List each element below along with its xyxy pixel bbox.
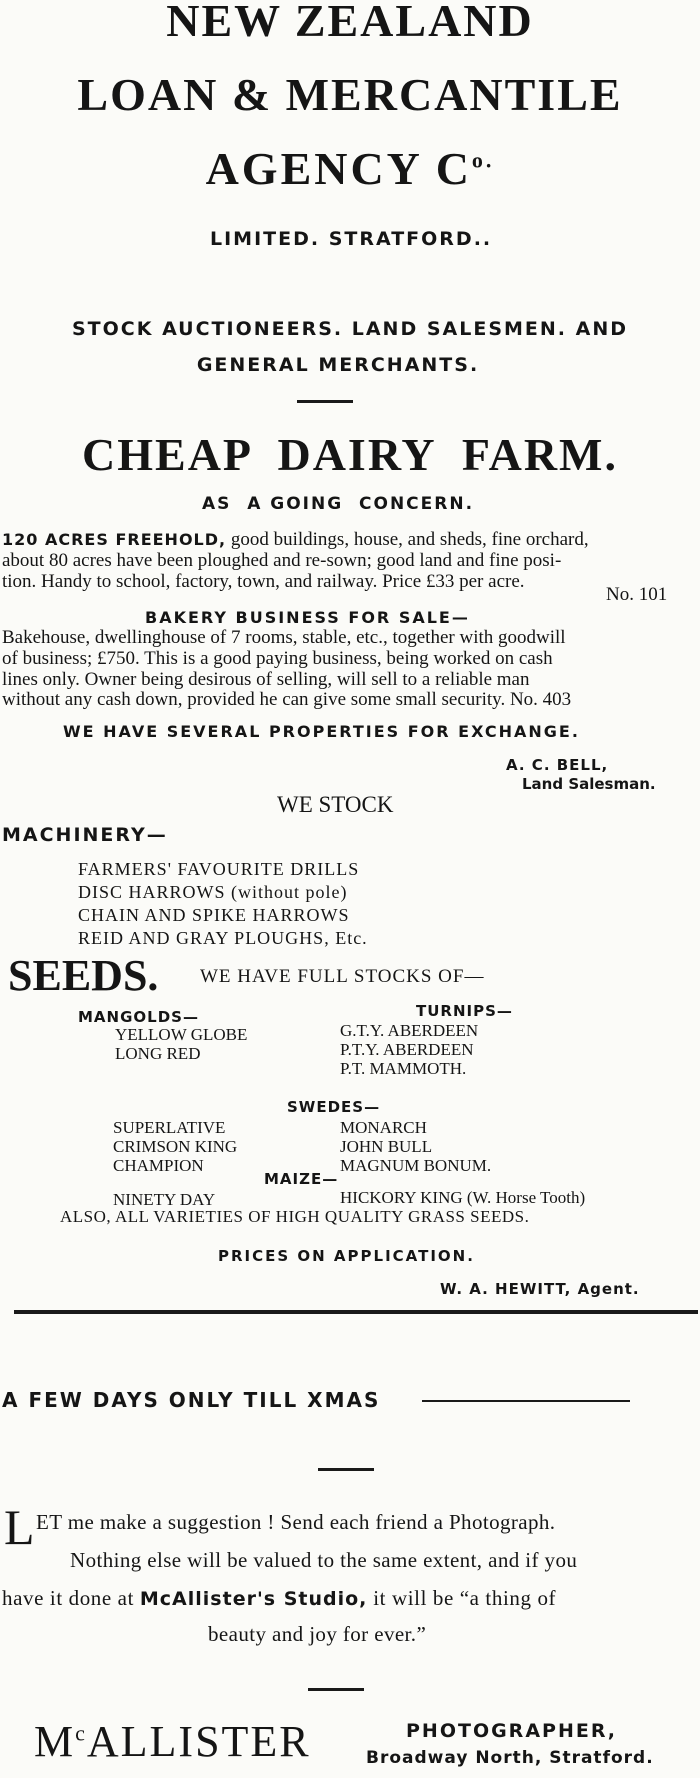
divider-short	[308, 1688, 364, 1691]
maize-label: MAIZE—	[264, 1170, 339, 1188]
xmas-para-line4: beauty and joy for ever.”	[208, 1622, 427, 1646]
swedes-left-list	[113, 1118, 237, 1175]
bakery-heading: BAKERY BUSINESS FOR SALE—	[145, 608, 470, 627]
machinery-item: FARMERS' FAVOURITE DRILLS	[78, 859, 360, 879]
farm-lead: 120 ACRES FREEHOLD,	[2, 530, 227, 549]
farm-subheading: AS A GOING CONCERN.	[201, 494, 475, 514]
turnips-label: TURNIPS—	[416, 1002, 513, 1020]
bakery-line4: without any cash down, provided he can give some small security. No. 403	[2, 689, 572, 710]
divider-short	[318, 1468, 374, 1471]
name-prefix: M	[34, 1717, 76, 1766]
mangold-item: LONG RED	[115, 1044, 201, 1063]
farm-text-line1: good buildings, house, and sheds, fine orchard,	[226, 529, 589, 550]
turnip-item: G.T.Y. ABERDEEN	[340, 1021, 479, 1040]
xmas-para-line3	[2, 1586, 556, 1611]
section-divider	[14, 1310, 698, 1314]
agency-name-line2: LOAN & MERCANTILE	[77, 69, 623, 120]
swede-item: CHAMPION	[113, 1156, 204, 1175]
swede-item: MAGNUM BONUM.	[340, 1156, 492, 1175]
studio-address: Broadway North, Stratford.	[366, 1748, 654, 1768]
xmas-banner-line	[422, 1400, 630, 1402]
mcallister-name	[34, 1716, 311, 1767]
turnip-item: P.T. MAMMOTH.	[340, 1059, 467, 1078]
seeds-heading: SEEDS.	[8, 951, 159, 1000]
agency-name-line3-text: AGENCY C	[205, 143, 472, 194]
mangold-item: YELLOW GLOBE	[115, 1025, 248, 1044]
turnip-item: P.T.Y. ABERDEEN	[340, 1040, 474, 1059]
photographer-role: PHOTOGRAPHER,	[406, 1720, 618, 1742]
machinery-item: DISC HARROWS (without pole)	[78, 882, 348, 902]
name-sup: c	[75, 1720, 87, 1746]
studio-name: McAllister's Studio,	[139, 1588, 368, 1610]
xmas-banner	[2, 1388, 380, 1412]
farm-heading: CHEAP DAIRY FARM.	[82, 429, 618, 480]
xmas-para-line1: ET me make a suggestion ! Send each friend a Photograph.	[36, 1510, 556, 1534]
maize-left: NINETY DAY	[113, 1190, 216, 1209]
agency-name-line1: NEW ZEALAND	[166, 0, 534, 46]
agency-limited: LIMITED. STRATFORD..	[210, 228, 493, 250]
machinery-label: MACHINERY—	[2, 824, 168, 846]
agent-signature: W. A. HEWITT, Agent.	[440, 1280, 640, 1298]
bakery-line1: Bakehouse, dwellinghouse of 7 rooms, stable, etc., together with goodwill	[2, 627, 566, 648]
turnips-list	[340, 1021, 478, 1078]
services-line1: STOCK AUCTIONEERS. LAND SALESMEN. AND	[71, 318, 628, 340]
xmas-para-line2: Nothing else will be valued to the same extent, and if you	[70, 1548, 578, 1572]
name-rest: ALLISTER	[86, 1717, 311, 1766]
xmas-para-line3-post: it will be “a thing of	[367, 1586, 557, 1610]
prices-notice: PRICES ON APPLICATION.	[218, 1247, 475, 1265]
farm-line3: tion. Handy to school, factory, town, and railway. Price £33 per acre.	[2, 571, 525, 592]
farm-line1	[2, 530, 589, 549]
stock-heading: WE STOCK	[277, 792, 394, 817]
bakery-line3: lines only. Owner being desirous of selling, will sell to a reliable man	[2, 669, 530, 690]
services-line2: GENERAL MERCHANTS.	[196, 354, 480, 376]
swede-item: SUPERLATIVE	[113, 1118, 226, 1137]
swede-item: CRIMSON KING	[113, 1137, 238, 1156]
swedes-right-list	[340, 1118, 491, 1175]
swede-item: JOHN BULL	[340, 1137, 433, 1156]
bakery-line2: of business; £750. This is a good paying business, being worked on cash	[2, 648, 553, 669]
xmas-para-line3-pre: have it done at	[2, 1586, 140, 1610]
machinery-list	[78, 858, 368, 950]
mangolds-label: MANGOLDS—	[78, 1008, 199, 1026]
machinery-item: CHAIN AND SPIKE HARROWS	[78, 905, 350, 925]
dropcap: L	[4, 1499, 35, 1555]
grass-seeds: ALSO, ALL VARIETIES OF HIGH QUALITY GRASS SEEDS.	[60, 1207, 530, 1226]
exchange-notice: WE HAVE SEVERAL PROPERTIES FOR EXCHANGE.	[63, 722, 580, 741]
maize-right: HICKORY KING (W. Horse Tooth)	[340, 1188, 586, 1207]
xmas-banner-text: A FEW DAYS ONLY TILL XMAS	[2, 1388, 381, 1412]
machinery-item: REID AND GRAY PLOUGHS, Etc.	[78, 928, 368, 948]
signer-name: A. C. BELL,	[506, 756, 609, 774]
divider-short	[297, 400, 353, 403]
signer-title: Land Salesman.	[522, 775, 656, 793]
swede-item: MONARCH	[340, 1118, 427, 1137]
seeds-subheading: WE HAVE FULL STOCKS OF—	[200, 966, 485, 987]
agency-name-line3	[0, 142, 700, 195]
farm-line2: about 80 acres have been ploughed and re-sown; good land and fine posi-	[2, 550, 562, 571]
agency-name-line3-sup: o.	[471, 147, 495, 173]
mangolds-list	[115, 1025, 247, 1063]
farm-ref: No. 101	[606, 584, 668, 605]
swedes-label: SWEDES—	[287, 1098, 381, 1116]
